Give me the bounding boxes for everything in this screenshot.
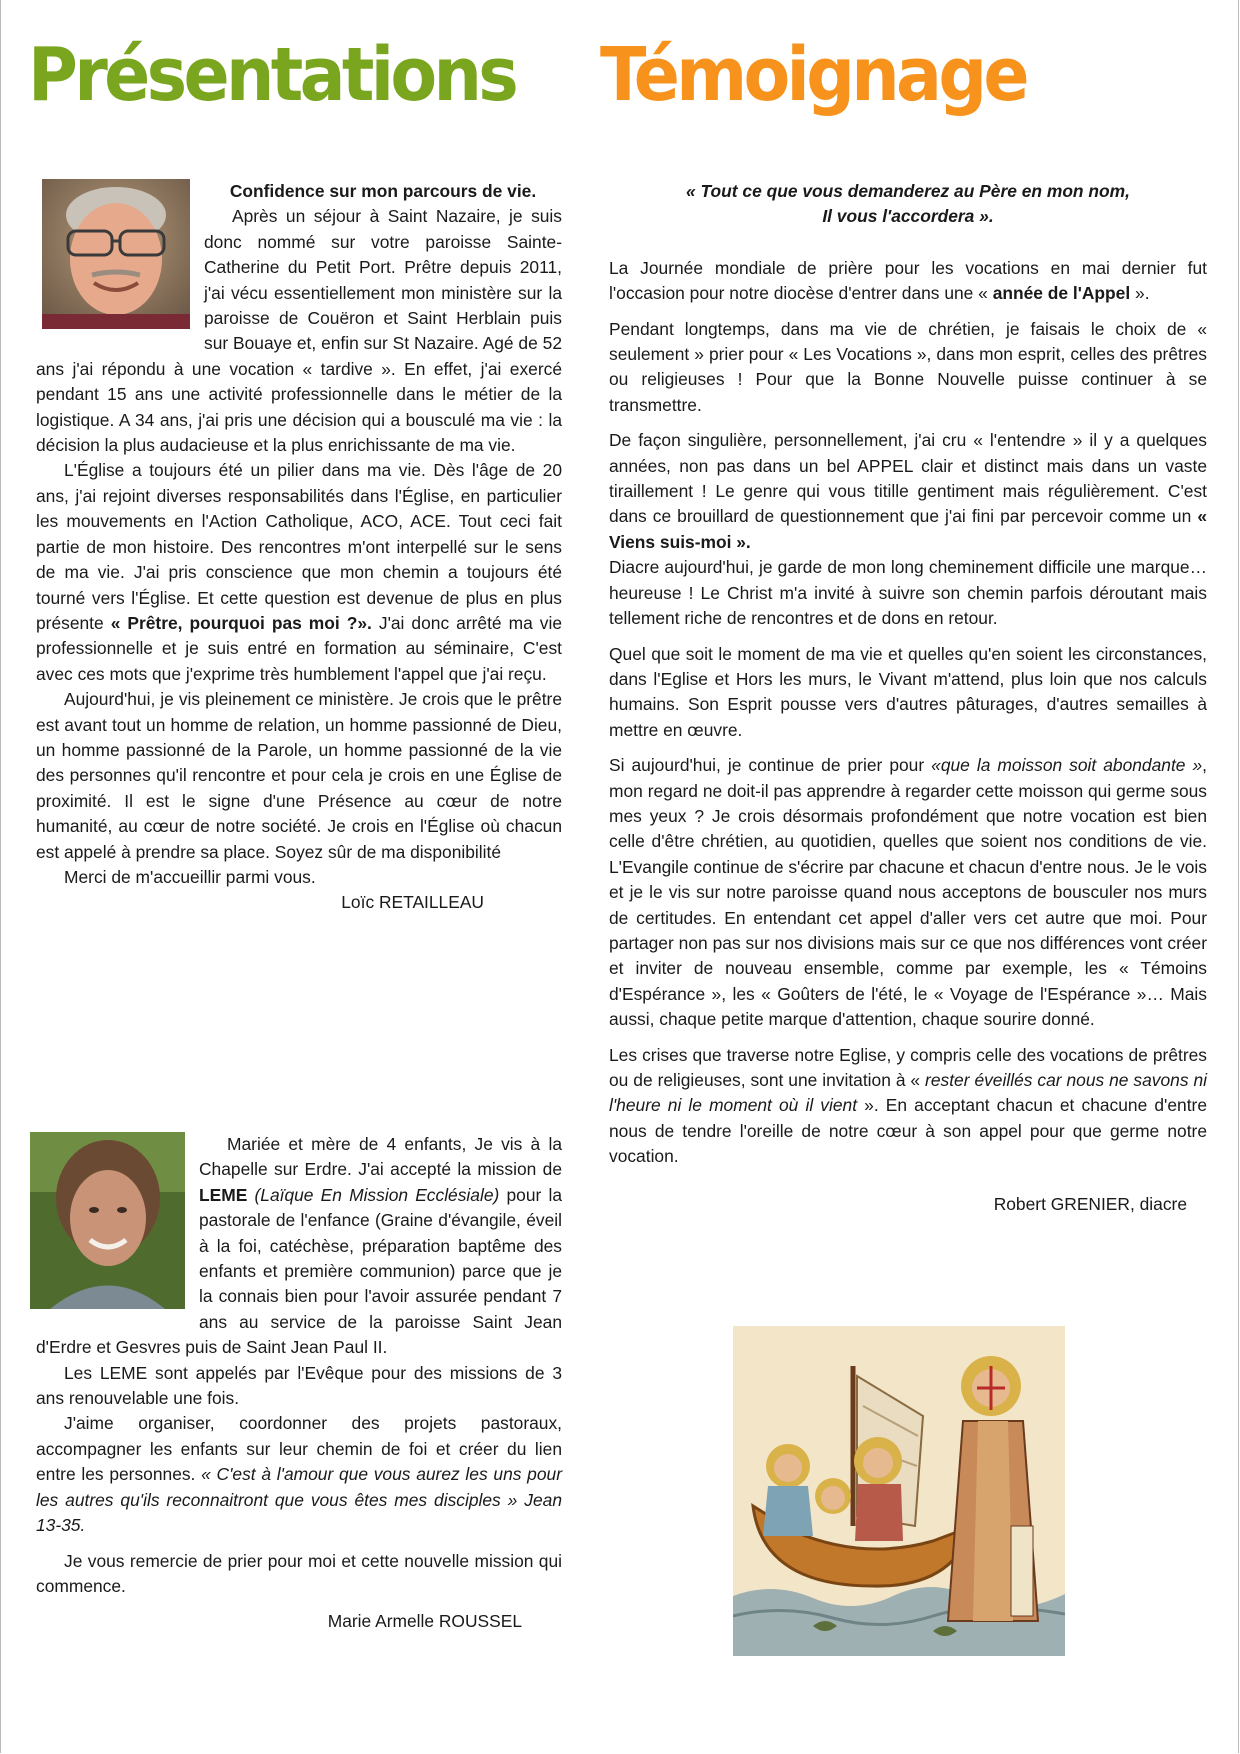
heading-presentations: Présentations bbox=[28, 32, 516, 118]
signature: Loïc RETAILLEAU bbox=[341, 892, 484, 913]
paragraph: La Journée mondiale de prière pour les vocations en mai dernier fut l'occasion pour notre diocèse d'entrer dans une « année de l'Appel ». bbox=[609, 257, 1207, 304]
article-title: Confidence sur mon parcours de vie. bbox=[229, 181, 537, 201]
portrait-man-photo bbox=[42, 179, 190, 329]
quote-line-2: Il vous l'accordera ». bbox=[822, 206, 994, 227]
article-presentation-priest bbox=[36, 179, 562, 916]
article-presentation-leme bbox=[36, 1132, 562, 1635]
paragraph: Aujourd'hui, je vis pleinement ce ministère. Je crois que le prêtre est avant tout un homme de relation, un homme passionné de Dieu, un homme passionné de la Parole, un homme passionné de la vie des personnes qu'il rencontre et pour cela je crois en une Église de proximité. Il est le signe d'une Présence au cœur de notre humanité, au cœur de notre société. Je crois en l'Église où chacun est appelé à prendre sa place. Soyez sûr de ma disponibilité bbox=[36, 689, 562, 862]
paragraph: De façon singulière, personnellement, j'ai cru « l'entendre » il y a quelques années, non pas dans un bel APPEL clair et distinct mais dans un vaste tiraillement ! Le genre qui vous titille gentiment mais régulièrement. C'est dans ce brouillard de questionnement que j'ai fini par percevoir comme un « Viens suis-moi ». bbox=[609, 430, 1207, 552]
paragraph: Mariée et mère de 4 enfants, Je vis à la Chapelle sur Erdre. J'ai accepté la mission de LEME (Laïque En Mission Ecclésiale) pour la pastorale de l'enfance (Graine d'évangile, éveil à la foi, catéchèse, préparation baptême des enfants et première communion) parce que je la connais bien pour l'avoir assurée pendant 7 ans au service de la paroisse Saint Jean d'Erdre et Gesvres puis de Saint Jean Paul II. bbox=[36, 1134, 562, 1358]
signature: Marie Armelle ROUSSEL bbox=[327, 1611, 522, 1632]
paragraph: Après un séjour à Saint Nazaire, je suis donc nommé sur votre paroisse Sainte-Catherine du Petit Port. Prêtre depuis 2011, j'ai vécu essentiellement mon ministère sur la paroisse de Couëron et Saint Herblain puis sur Bouaye et, enfin sur St Nazaire. Agé de 52 ans j'ai répondu à une vocation « tardive ». En effet, j'ai exercé pendant 15 ans une activité professionnelle dans le métier de la logistique. A 34 ans, j'ai pris une décision qui a bousculé ma vie : la décision la plus audacieuse et la plus enrichissante de ma vie. bbox=[36, 206, 562, 456]
article-temoignage bbox=[609, 179, 1207, 1217]
paragraph: Pendant longtemps, dans ma vie de chrétien, je faisais le choix de « seulement » prier pour « Les Vocations », dans mon esprit, celles des prêtres ou religieuses ! Pour que la Bonne Nouvelle puisse continuer à se transmettre. bbox=[609, 318, 1207, 415]
paragraph: Je vous remercie de prier pour moi et cette nouvelle mission qui commence. bbox=[36, 1550, 562, 1596]
heading-temoignage: Témoignage bbox=[600, 32, 1026, 118]
paragraph: J'aime organiser, coordonner des projets pastoraux, accompagner les enfants sur leur chemin de foi et créer du lien entre les personnes. « C'est à l'amour que vous aurez les uns pour les autres qu'ils reconnaitront que vous êtes mes disciples » Jean 13-35. bbox=[36, 1413, 562, 1536]
paragraph: Si aujourd'hui, je continue de prier pour «que la moisson soit abondante », mon regard ne doit-il pas apprendre à regarder cette moisson qui germe sous mes yeux ? Je crois désormais profondément que notre vocation est bien celle d'être chrétien, au quotidien, quelles que soient nos conditions de vie. L'Evangile continue de s'écrire par chacune et chacun d'entre nous. Je le vois et je le vis sur notre paroisse quand nous acceptons de bousculer nos murs de certitudes. En entendant cet appel d'aller vers cet autre que moi. Pour partager non pas sur nos divisions mais sur ce que nos différences vont créer et inviter de nouveau ensemble, comme par exemple, les « Témoins d'Espérance », les « Goûters de l'été, le « Voyage de l'Espérance »… Mais aussi, chaque petite marque d'attention, chaque sourire donné. bbox=[609, 755, 1207, 1030]
paragraph: Les LEME sont appelés par l'Evêque pour des missions de 3 ans renouvelable une fois. bbox=[36, 1362, 562, 1409]
portrait-woman-photo bbox=[30, 1132, 185, 1309]
paragraph: Quel que soit le moment de ma vie et quelles qu'en soient les circonstances, dans l'Eglise et Hors les murs, le Vivant m'attend, plus loin que nos calculs humains. Son Esprit pousse vers d'autres pâturages, d'autres semailles à mettre en œuvre. bbox=[609, 643, 1207, 740]
paragraph: Merci de m'accueillir parmi vous. bbox=[64, 866, 316, 887]
paragraph: L'Église a toujours été un pilier dans ma vie. Dès l'âge de 20 ans, j'ai rejoint diverses responsabilités dans l'Église, en particulier les mouvements en l'Action Catholique, ACO, ACE. Tout ceci fait partie de mon histoire. Des rencontres m'ont interpellé sur le sens de ma vie. J'ai pris conscience que mon chemin a toujours été tourné vers l'Église. Et cette question est devenue de plus en plus présente « Prêtre, pourquoi pas moi ?». J'ai donc arrêté ma vie professionnelle et je suis entré en formation au séminaire, C'est avec ces mots que j'exprime très humblement l'appel que j'ai reçu. bbox=[36, 460, 562, 684]
paragraph: Diacre aujourd'hui, je garde de mon long cheminement difficile une marque… heureuse ! Le Christ m'a invité à suivre son chemin parfois déroutant mais tellement riche de rencontres et de dons en retour. bbox=[609, 557, 1207, 629]
signature: Robert GRENIER, diacre bbox=[993, 1193, 1187, 1214]
quote-line-1: « Tout ce que vous demanderez au Père en mon nom, bbox=[686, 181, 1130, 201]
icon-illustration bbox=[733, 1326, 1065, 1656]
paragraph: Les crises que traverse notre Eglise, y compris celle des vocations de prêtres ou de religieuses, sont une invitation à « rester éveillés car nous ne savons ni l'heure ni le moment où il vient ». En acceptant chacun et chacune d'entre nous de tendre l'oreille de notre cœur à son appel pour que germe notre vocation. bbox=[609, 1044, 1207, 1167]
